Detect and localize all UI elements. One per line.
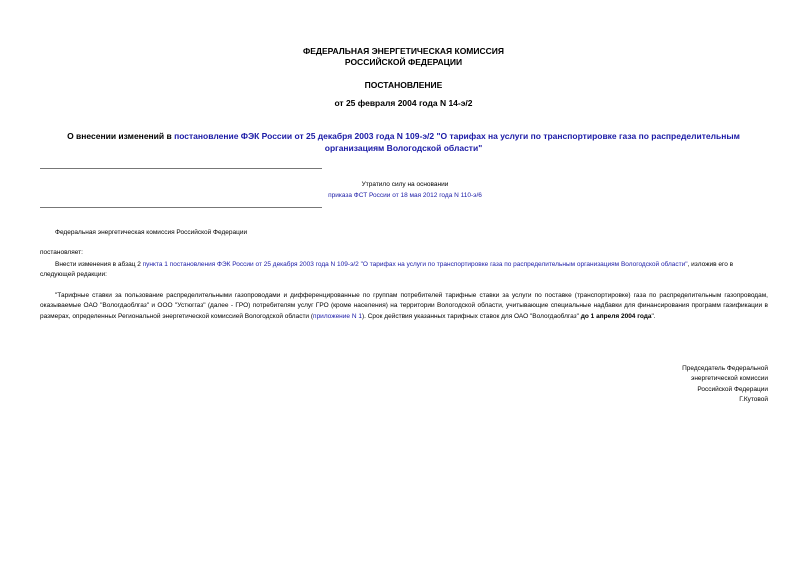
signatory-name: Г.Кутовой <box>739 395 768 403</box>
signatory-title-line1: Председатель Федеральной <box>682 365 768 372</box>
divider-top <box>40 168 322 169</box>
signatory-title-line2: энергетической комиссии <box>691 375 768 383</box>
document-date-number: от 25 февраля 2004 года N 14-э/2 <box>334 98 473 108</box>
document-type: ПОСТАНОВЛЕНИЕ <box>364 80 443 90</box>
quote-end: ". <box>651 312 656 320</box>
validity-date: до 1 апреля 2004 года <box>580 312 652 320</box>
issuer-text: Федеральная энергетическая комиссия Российской Федерации <box>55 229 248 236</box>
amendment-paragraph <box>40 260 768 281</box>
divider-bottom <box>40 207 322 208</box>
status-note-line: Утратило силу на основании <box>361 181 449 188</box>
quote-text-part2: ). Срок действия указанных тарифных ставок для ОАО "Вологдаоблгаз" <box>361 312 581 320</box>
signature-block <box>600 364 768 405</box>
amendment-prefix: Внести изменения в абзац 2 <box>55 261 143 268</box>
repeal-order-link[interactable]: приказа ФСТ России от 18 мая 2012 года N 110-э/6 <box>328 192 482 199</box>
amendment-suffix: , изложив его в следующей редакции: <box>40 261 734 279</box>
amended-clause-link[interactable]: пункта 1 постановления ФЭК России от 25 декабря 2003 года N 109-э/2 "О тарифах на услуги по транспортировке газа по распределительным организациям Вологодской области" <box>142 261 688 268</box>
title-referenced-act-link[interactable]: постановление ФЭК России от 25 декабря 2003 года N 109-э/2 "О тарифах на услуги по транспортировке газа по распределительным организациям Вологодской области" <box>174 131 740 153</box>
appendix-1-link[interactable]: приложение N 1 <box>313 312 362 320</box>
document-title <box>40 130 767 154</box>
new-wording-paragraph <box>40 291 768 322</box>
org-name-line1: ФЕДЕРАЛЬНАЯ ЭНЕРГЕТИЧЕСКАЯ КОМИССИЯ <box>302 46 504 56</box>
org-name-line2: РОССИЙСКОЙ ФЕДЕРАЦИИ <box>344 57 463 67</box>
title-prefix: О внесении изменений в <box>67 131 175 141</box>
signatory-title-line3: Российской Федерации <box>697 385 768 393</box>
quote-text-part1: "Тарифные ставки за пользование распределительными газопроводами и дифференцированные по группам потребителей тарифные ставки за услуги по поставке (транспортировке) газа по распределительным газопроводам, оказываемые ОАО "Вологдаоблгаз" и ООО "Устюггаз" (далее - ГРО) потребителям услуг ГРО (кроме населения) на территории Вологодской области, учитывающие специальные надбавки для финансирования программ газификации в размерах, определенных Региональной энергетической комиссией Вологодской области ( <box>40 292 768 320</box>
decides-text: постановляет: <box>40 249 83 256</box>
